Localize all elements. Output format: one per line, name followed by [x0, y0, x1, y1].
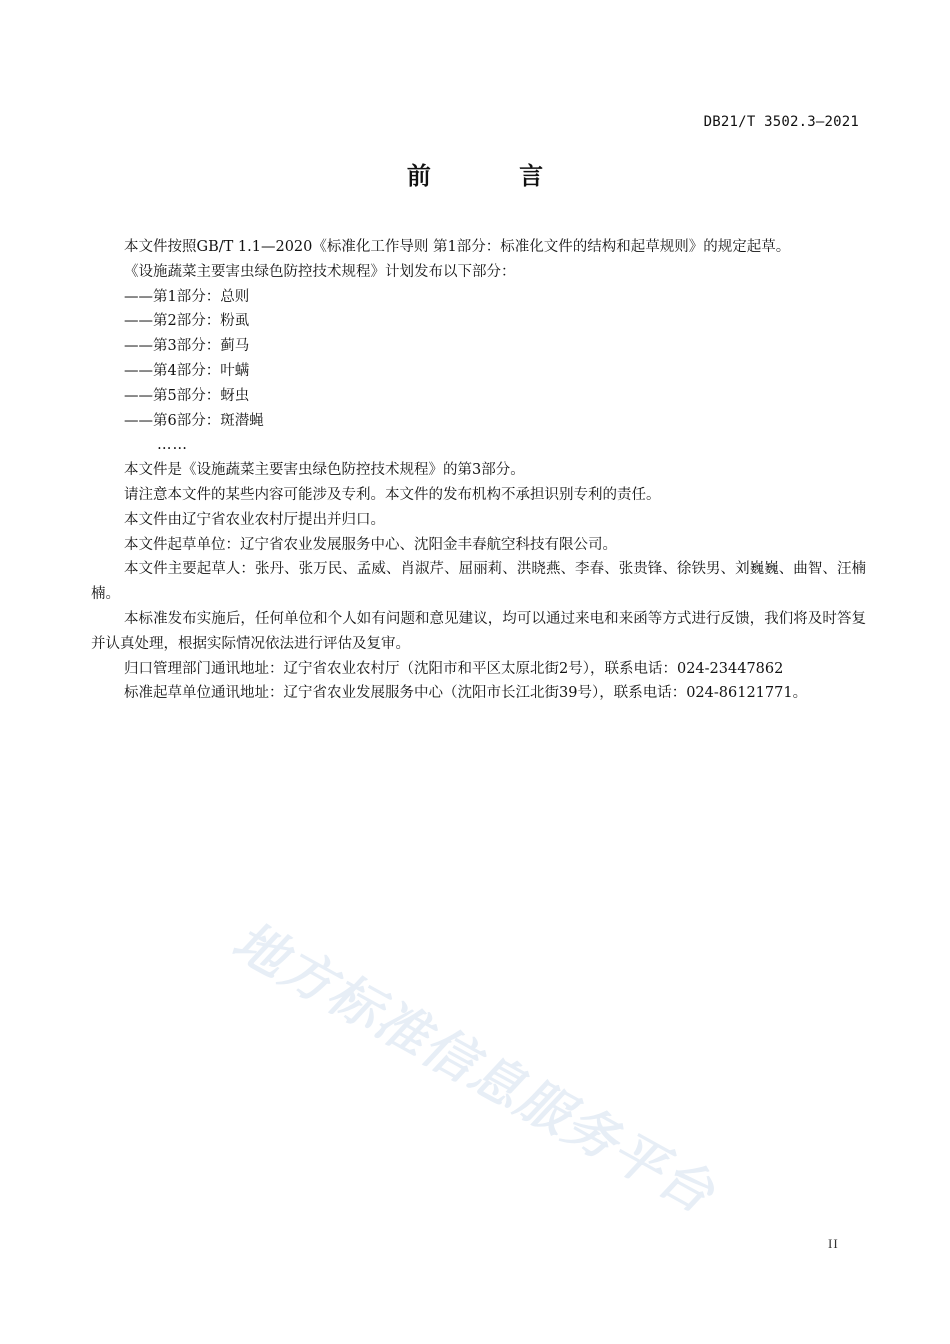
paragraph-feedback: 本标准发布实施后，任何单位和个人如有问题和意见建议，均可以通过来电和来函等方式进行反馈，我们将及时答复并认真处理，根据实际情况依法进行评估及复审。: [91, 610, 866, 652]
list-ellipsis: ……: [157, 437, 188, 454]
page-title: 前 言: [406, 162, 584, 190]
paragraph-part-statement: 本文件是《设施蔬菜主要害虫绿色防控技术规程》的第3部分。: [124, 462, 525, 479]
paragraph-series-intro: 《设施蔬菜主要害虫绿色防控技术规程》计划发布以下部分：: [124, 263, 516, 280]
standard-code: DB21/T 3502.3—2021: [703, 114, 859, 130]
paragraph-admin-address: 归口管理部门通讯地址：辽宁省农业农村厅（沈阳市和平区太原北街2号），联系电话：024-23447862: [124, 660, 784, 677]
paragraph-patent-notice: 请注意本文件的某些内容可能涉及专利。本文件的发布机构不承担识别专利的责任。: [124, 486, 661, 503]
list-item: ——第6部分：斑潜蝇: [124, 412, 264, 429]
paragraph-drafters: 本文件主要起草人：张丹、张万民、孟威、肖淑芹、屈丽莉、洪晓燕、李春、张贵锋、徐铁男、刘巍巍、曲智、汪楠楠。: [91, 561, 866, 603]
list-item: ——第5部分：蚜虫: [124, 387, 250, 404]
paragraph-proposer: 本文件由辽宁省农业农村厅提出并归口。: [124, 511, 385, 528]
list-item: ——第4部分：叶螨: [124, 362, 250, 379]
foreword-body: [91, 235, 866, 706]
paragraph-drafting-basis: 本文件按照GB/T 1.1—2020《标准化工作导则 第1部分：标准化文件的结构和起草规则》的规定起草。: [124, 239, 791, 255]
list-item: ——第1部分：总则: [124, 288, 250, 305]
watermark: 地方标准信息服务平台: [222, 911, 725, 1226]
page-number: II: [828, 1236, 839, 1251]
list-item: ——第2部分：粉虱: [124, 313, 250, 330]
paragraph-drafting-units: 本文件起草单位：辽宁省农业发展服务中心、沈阳金丰春航空科技有限公司。: [124, 536, 617, 553]
paragraph-drafter-address: 标准起草单位通讯地址：辽宁省农业发展服务中心（沈阳市长江北街39号），联系电话：024-86121771。: [124, 685, 808, 702]
list-item: ——第3部分：蓟马: [124, 338, 250, 355]
